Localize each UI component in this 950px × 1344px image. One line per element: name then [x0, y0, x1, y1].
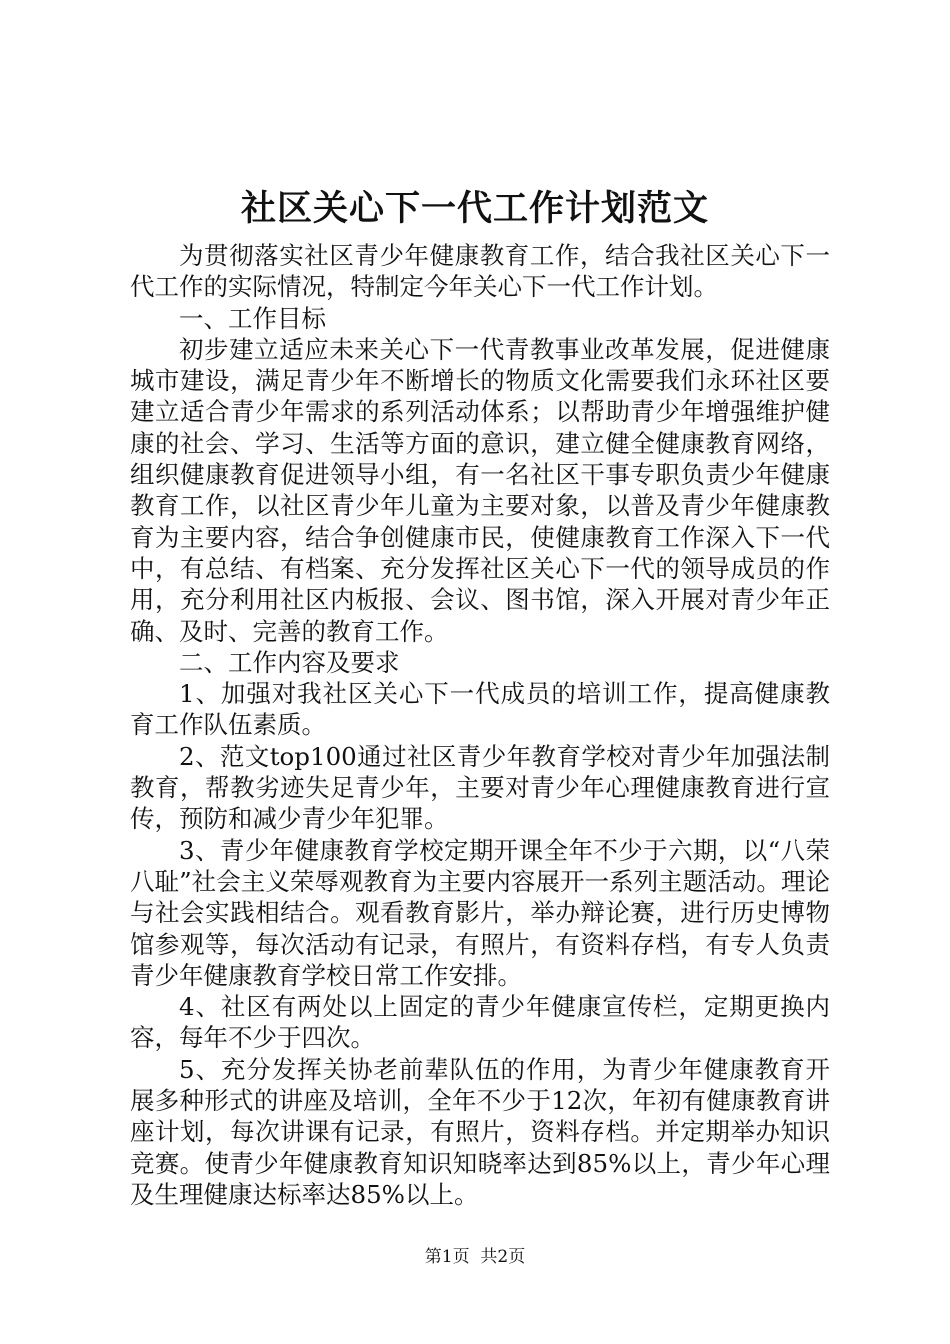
content-item-3: 3、青少年健康教育学校定期开课全年不少于六期，以“八荣八耻”社会主义荣辱观教育为主要内容展开一系列主题活动。理论与社会实践相结合。观看教育影片，举办辩论赛，进行历史博物馆参观等，每次活动有记录，有照片，有资料存档，有专人负责青少年健康教育学校日常工作安排。	[130, 835, 830, 990]
content-item-4: 4、社区有两处以上固定的青少年健康宣传栏，定期更换内容，每年不少于四次。	[130, 992, 830, 1053]
section-heading-goals: 一、工作目标	[179, 303, 326, 333]
document-title: 社区关心下一代工作计划范文	[240, 188, 709, 229]
content-item-5: 5、充分发挥关协老前辈队伍的作用，为青少年健康教育开展多种形式的讲座及培训，全年不少于12次，年初有健康教育讲座计划，每次讲课有记录，有照片，资料存档。并定期举办知识竞赛。使青少年健康教育知识知晓率达到85%以上，青少年心理及生理健康达标率达85%以上。	[130, 1054, 830, 1209]
page-number-footer: 第1页 共2页	[424, 1247, 526, 1267]
content-item-2: 2、范文top100通过社区青少年教育学校对青少年加强法制教育，帮教劣迹失足青少年，主要对青少年心理健康教育进行宣传，预防和减少青少年犯罪。	[130, 741, 830, 834]
goals-paragraph: 初步建立适应未来关心下一代青教事业改革发展，促进健康城市建设，满足青少年不断增长的物质文化需要我们永环社区要建立适合青少年需求的系列活动体系；以帮助青少年增强维护健康的社会、学习、生活等方面的意识，建立健全健康教育网络，组织健康教育促进领导小组，有一名社区干事专职负责少年健康教育工作，以社区青少年儿童为主要对象，以普及青少年健康教育为主要内容，结合争创健康市民，使健康教育工作深入下一代中，有总结、有档案、充分发挥社区关心下一代的领导成员的作用，充分利用社区内板报、会议、图书馆，深入开展对青少年正确、及时、完善的教育工作。	[130, 334, 830, 646]
section-heading-content: 二、工作内容及要求	[179, 647, 400, 677]
intro-paragraph: 为贯彻落实社区青少年健康教育工作，结合我社区关心下一代工作的实际情况，特制定今年关心下一代工作计划。	[130, 241, 830, 302]
content-item-1: 1、加强对我社区关心下一代成员的培训工作，提高健康教育工作队伍素质。	[130, 679, 830, 740]
document-body	[130, 240, 830, 1210]
